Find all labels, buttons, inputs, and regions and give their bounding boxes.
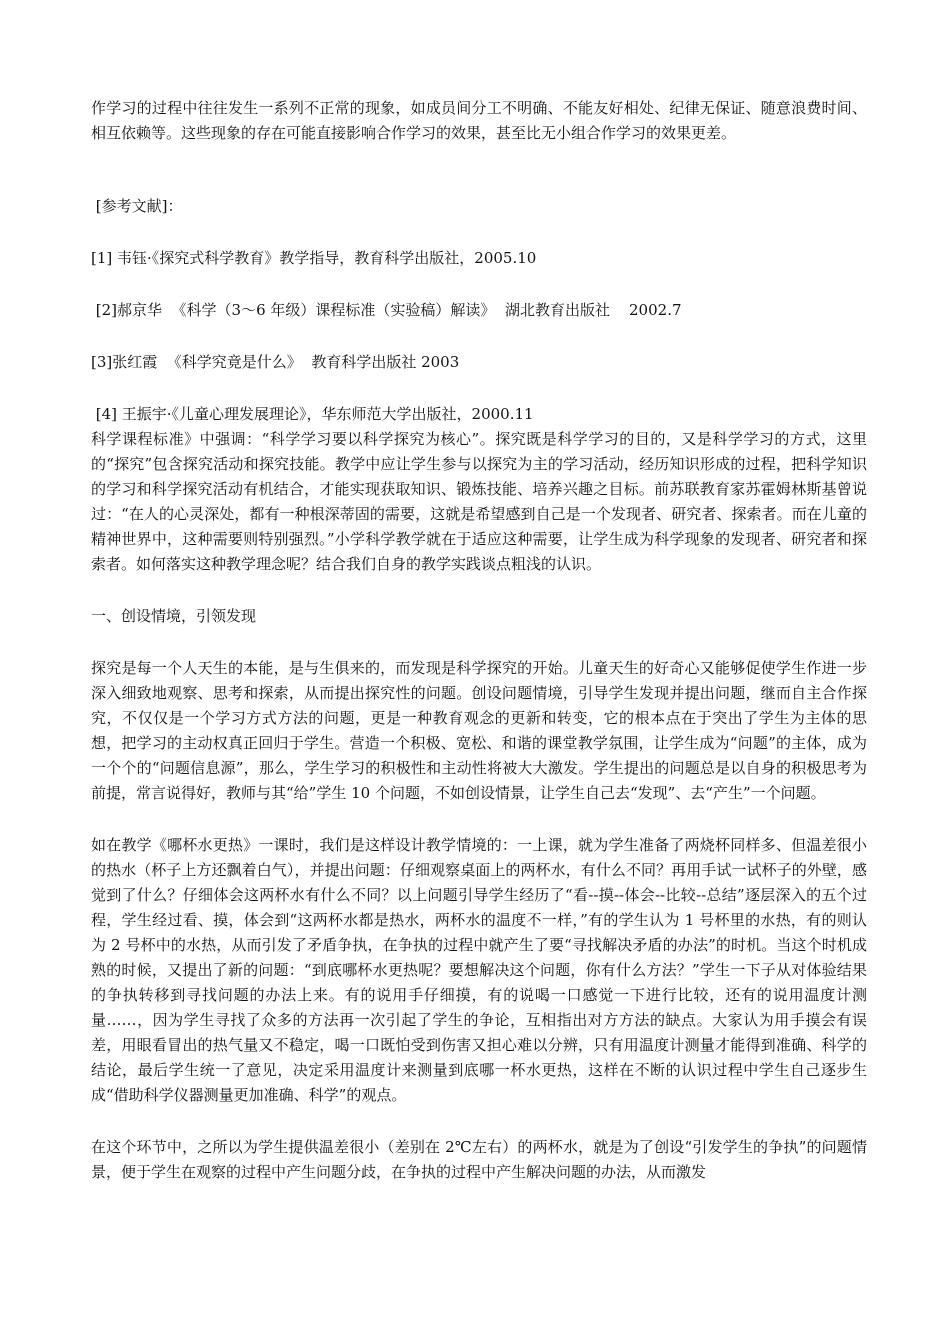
paragraph-standard: 科学课程标准》中强调：“科学学习要以科学探究为核心”。探究既是科学学习的目的，又是科学学习的方式，这里的“探究”包含探究活动和探究技能。教学中应让学生参与以探究为主的学习活动，经历知识形成的过程，把科学知识的学习和科学探究活动有机结合，才能实现获取知识、锻炼技能、培养兴趣之目标。前苏联教育家苏霍姆林斯基曾说过：“在人的心灵深处，都有一种根深蒂固的需要，这就是希望感到自己是一个发现者、研究者、探索者。而在儿童的精神世界中，这种需要则特别强烈。”小学科学教学就在于适应这种需要，让学生成为科学现象的发现者、研究者和探索者。如何落实这种教学理念呢？结合我们自身的教学实践谈点粗浅的认识。 <box>91 430 867 573</box>
paragraph-discovery: 探究是每一个人天生的本能，是与生俱来的，而发现是科学探究的开始。儿童天生的好奇心又能够促使学生作进一步深入细致地观察、思考和探索，从而提出探究性的问题。创设问题情境，引导学生发现并提出问题，继而自主合作探究，不仅仅是一个学习方式方法的问题，更是一种教育观念的更新和转变，它的根本点在于突出了学生为主体的思想，把学习的主动权真正回归于学生。营造一个积极、宽松、和谐的课堂教学氛围，让学生成为“问题”的主体，成为一个个的“问题信息源”，那么，学生学习的积极性和主动性将被大大激发。学生提出的问题总是以自身的积极思考为前提，常言说得好，教师与其“给”学生 10 个问题，不如创设情景，让学生自己去“发现”、去“产生”一个问题。 <box>91 659 867 802</box>
spacer <box>91 577 867 604</box>
spacer <box>91 271 867 298</box>
spacer <box>91 375 867 402</box>
reference-item-1: [1] 韦钰·《探究式科学教育》教学指导，教育科学出版社，2005.10 <box>91 249 537 267</box>
paragraph-example: 如在教学《哪杯水更热》一课时，我们是这样设计教学情境的：一上课，就为学生准备了两烧杯同样多、但温差很小的热水（杯子上方还飘着白气），并提出问题：仔细观察桌面上的两杯水，有什么不同？再用手试一试杯子的外壁，感觉到了什么？仔细体会这两杯水有什么不同？以上问题引导学生经历了“看--摸--体会--比较--总结”逐层深入的五个过程，学生经过看、摸，体会到“这两杯水都是热水，两杯水的温度不一样，”有的学生认为 1 号杯里的水热，有的则认为 2 号杯中的水热，从而引发了矛盾争执，在争执的过程中就产生了要“寻找解决矛盾的办法”的时机。当这个时机成熟的时候，又提出了新的问题：“到底哪杯水更热呢？要想解决这个问题，你有什么方法？”学生一下子从对体验结果的争执转移到寻找问题的办法上来。有的说用手仔细摸，有的说喝一口感觉一下进行比较，还有的说用温度计测量……，因为学生寻找了众多的方法再一次引起了学生的争论，互相指出对方方法的缺点。大家认为用手摸会有误差，用眼看冒出的热气量又不稳定，喝一口既怕受到伤害又担心难以分辨，只有用温度计测量才能得到准确、科学的结论，最后学生统一了意见，决定采用温度计来测量到底哪一杯水更热，这样在不断的认识过程中学生自己逐步生成“借助科学仪器测量更加准确、科学”的观点。 <box>91 836 867 1104</box>
intro-paragraph: 作学习的过程中往往发生一系列不正常的现象，如成员间分工不明确、不能友好相处、纪律无保证、随意浪费时间、相互依赖等。这些现象的存在可能直接影响合作学习的效果，甚至比无小组合作学习的效果更差。 <box>91 99 867 142</box>
spacer <box>91 146 867 194</box>
references-heading: [参考文献]： <box>91 197 183 215</box>
reference-item-4: [4] 王振宇·《儿童心理发展理论》，华东师范大学出版社，2000.11 <box>91 405 534 423</box>
spacer <box>91 323 867 350</box>
spacer <box>91 806 867 833</box>
reference-item-3: [3]张红霞 《科学究竟是什么》 教育科学出版社 2003 <box>91 353 460 371</box>
spacer <box>91 629 867 656</box>
reference-item-2: [2]郝京华 《科学（3～6 年级）课程标准（实验稿）解读》 湖北教育出版社 2002.7 <box>91 301 682 319</box>
spacer <box>91 1108 867 1135</box>
spacer <box>91 219 867 246</box>
section-heading: 一、创设情境，引领发现 <box>91 607 257 625</box>
document-page <box>91 96 867 1185</box>
paragraph-conclusion: 在这个环节中，之所以为学生提供温差很小（差别在 2℃左右）的两杯水，就是为了创设“引发学生的争执”的问题情景，便于学生在观察的过程中产生问题分歧，在争执的过程中产生解决问题的办法，从而激发 <box>91 1138 867 1181</box>
